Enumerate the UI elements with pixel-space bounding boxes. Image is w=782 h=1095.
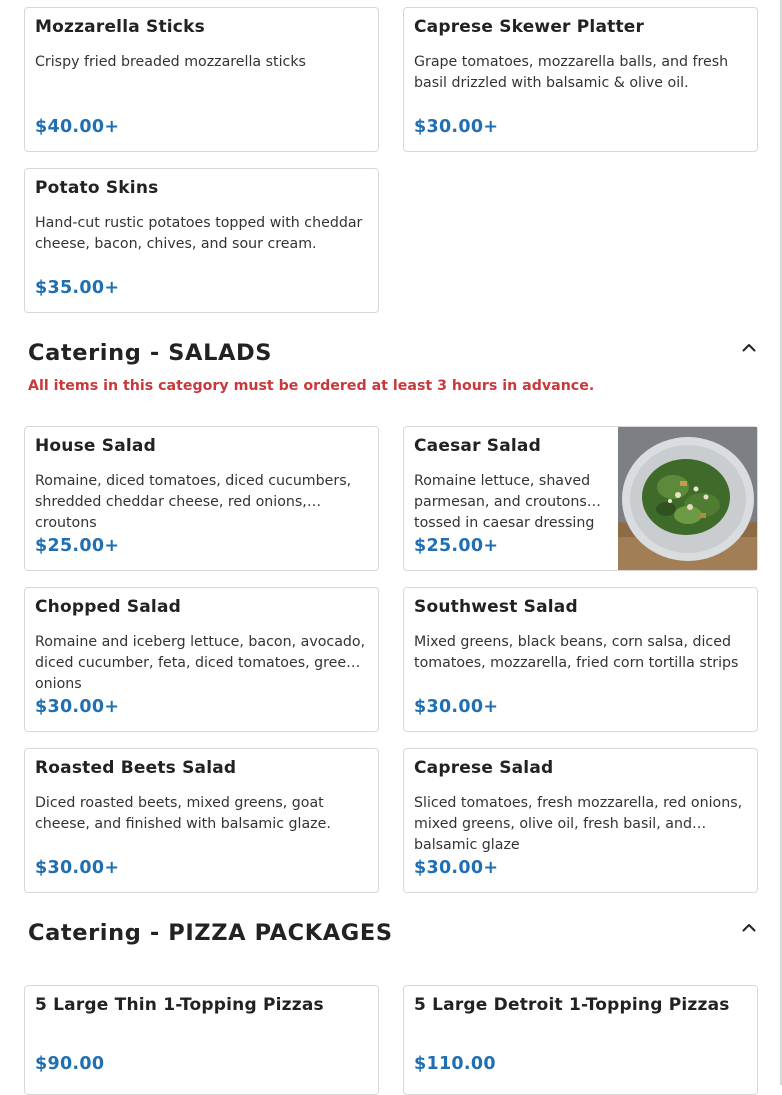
- chevron-up-icon: [742, 343, 756, 352]
- menu-item-caprese-salad[interactable]: [403, 748, 758, 893]
- item-price: $30.00+: [35, 858, 120, 878]
- item-price: $25.00+: [414, 536, 499, 556]
- menu-item-caesar-salad[interactable]: [403, 426, 758, 571]
- pizza-collapse-button[interactable]: [738, 916, 760, 938]
- item-name: Mozzarella Sticks: [35, 17, 205, 37]
- item-price: $110.00: [414, 1054, 496, 1074]
- item-name: 5 Large Thin 1-Topping Pizzas: [35, 995, 324, 1015]
- item-name: Caprese Salad: [414, 758, 554, 778]
- menu-item-roasted-beets-salad[interactable]: [24, 748, 379, 893]
- chevron-up-icon: [742, 923, 756, 932]
- menu-item-potato-skins[interactable]: [24, 168, 379, 313]
- item-description: Diced roasted beets, mixed greens, goat cheese, and finished with balsamic glaze.: [35, 795, 331, 832]
- menu-item-caprese-skewer-platter[interactable]: [403, 7, 758, 152]
- menu-item-5-large-detroit-pizzas[interactable]: [403, 985, 758, 1095]
- menu-item-mozzarella-sticks[interactable]: [24, 7, 379, 152]
- section-title-pizza-packages: Catering - PIZZA PACKAGES: [28, 920, 393, 946]
- salads-collapse-button[interactable]: [738, 336, 760, 358]
- item-price: $35.00+: [35, 278, 120, 298]
- item-description: Crispy fried breaded mozzarella sticks: [35, 54, 306, 70]
- section-title-salads: Catering - SALADS: [28, 340, 273, 366]
- item-name: Southwest Salad: [414, 597, 578, 617]
- salads-advance-notice: All items in this category must be ordered at least 3 hours in advance.: [28, 378, 595, 394]
- item-description: Hand-cut rustic potatoes topped with cheddar cheese, bacon, chives, and sour cream.: [35, 215, 363, 252]
- menu-item-5-large-thin-pizzas[interactable]: [24, 985, 379, 1095]
- item-price: $30.00+: [414, 117, 499, 137]
- item-price: $90.00: [35, 1054, 105, 1074]
- item-name: House Salad: [35, 436, 156, 456]
- item-name: Roasted Beets Salad: [35, 758, 237, 778]
- menu-item-house-salad[interactable]: [24, 426, 379, 571]
- item-name: 5 Large Detroit 1-Topping Pizzas: [414, 995, 730, 1015]
- caesar-salad-photo: [618, 427, 757, 570]
- item-description: Romaine, diced tomatoes, diced cucumbers, shredded cheddar cheese, red onions, croutons: [35, 473, 352, 531]
- item-price: $25.00+: [35, 536, 120, 556]
- item-description: Romaine lettuce, shaved parmesan, and croutons tossed in caesar dressing: [414, 473, 595, 531]
- item-price: $30.00+: [414, 858, 499, 878]
- item-price: $30.00+: [35, 697, 120, 717]
- item-name: Potato Skins: [35, 178, 159, 198]
- item-description: Mixed greens, black beans, corn salsa, diced tomatoes, mozzarella, fried corn tortilla strips: [414, 634, 739, 671]
- menu-item-southwest-salad[interactable]: [403, 587, 758, 732]
- item-price: $30.00+: [414, 697, 499, 717]
- item-name: Caprese Skewer Platter: [414, 17, 645, 37]
- item-name: Caesar Salad: [414, 436, 541, 456]
- item-price: $40.00+: [35, 117, 120, 137]
- item-description: Sliced tomatoes, fresh mozzarella, red onions, mixed greens, olive oil, fresh basil, and balsamic glaze: [414, 795, 743, 853]
- item-description: Grape tomatoes, mozzarella balls, and fresh basil drizzled with balsamic & olive oil.: [414, 54, 729, 91]
- item-description: Romaine and iceberg lettuce, bacon, avocado, diced cucumber, feta, diced tomatoes, green onions: [35, 634, 366, 692]
- item-name: Chopped Salad: [35, 597, 181, 617]
- menu-item-chopped-salad[interactable]: [24, 587, 379, 732]
